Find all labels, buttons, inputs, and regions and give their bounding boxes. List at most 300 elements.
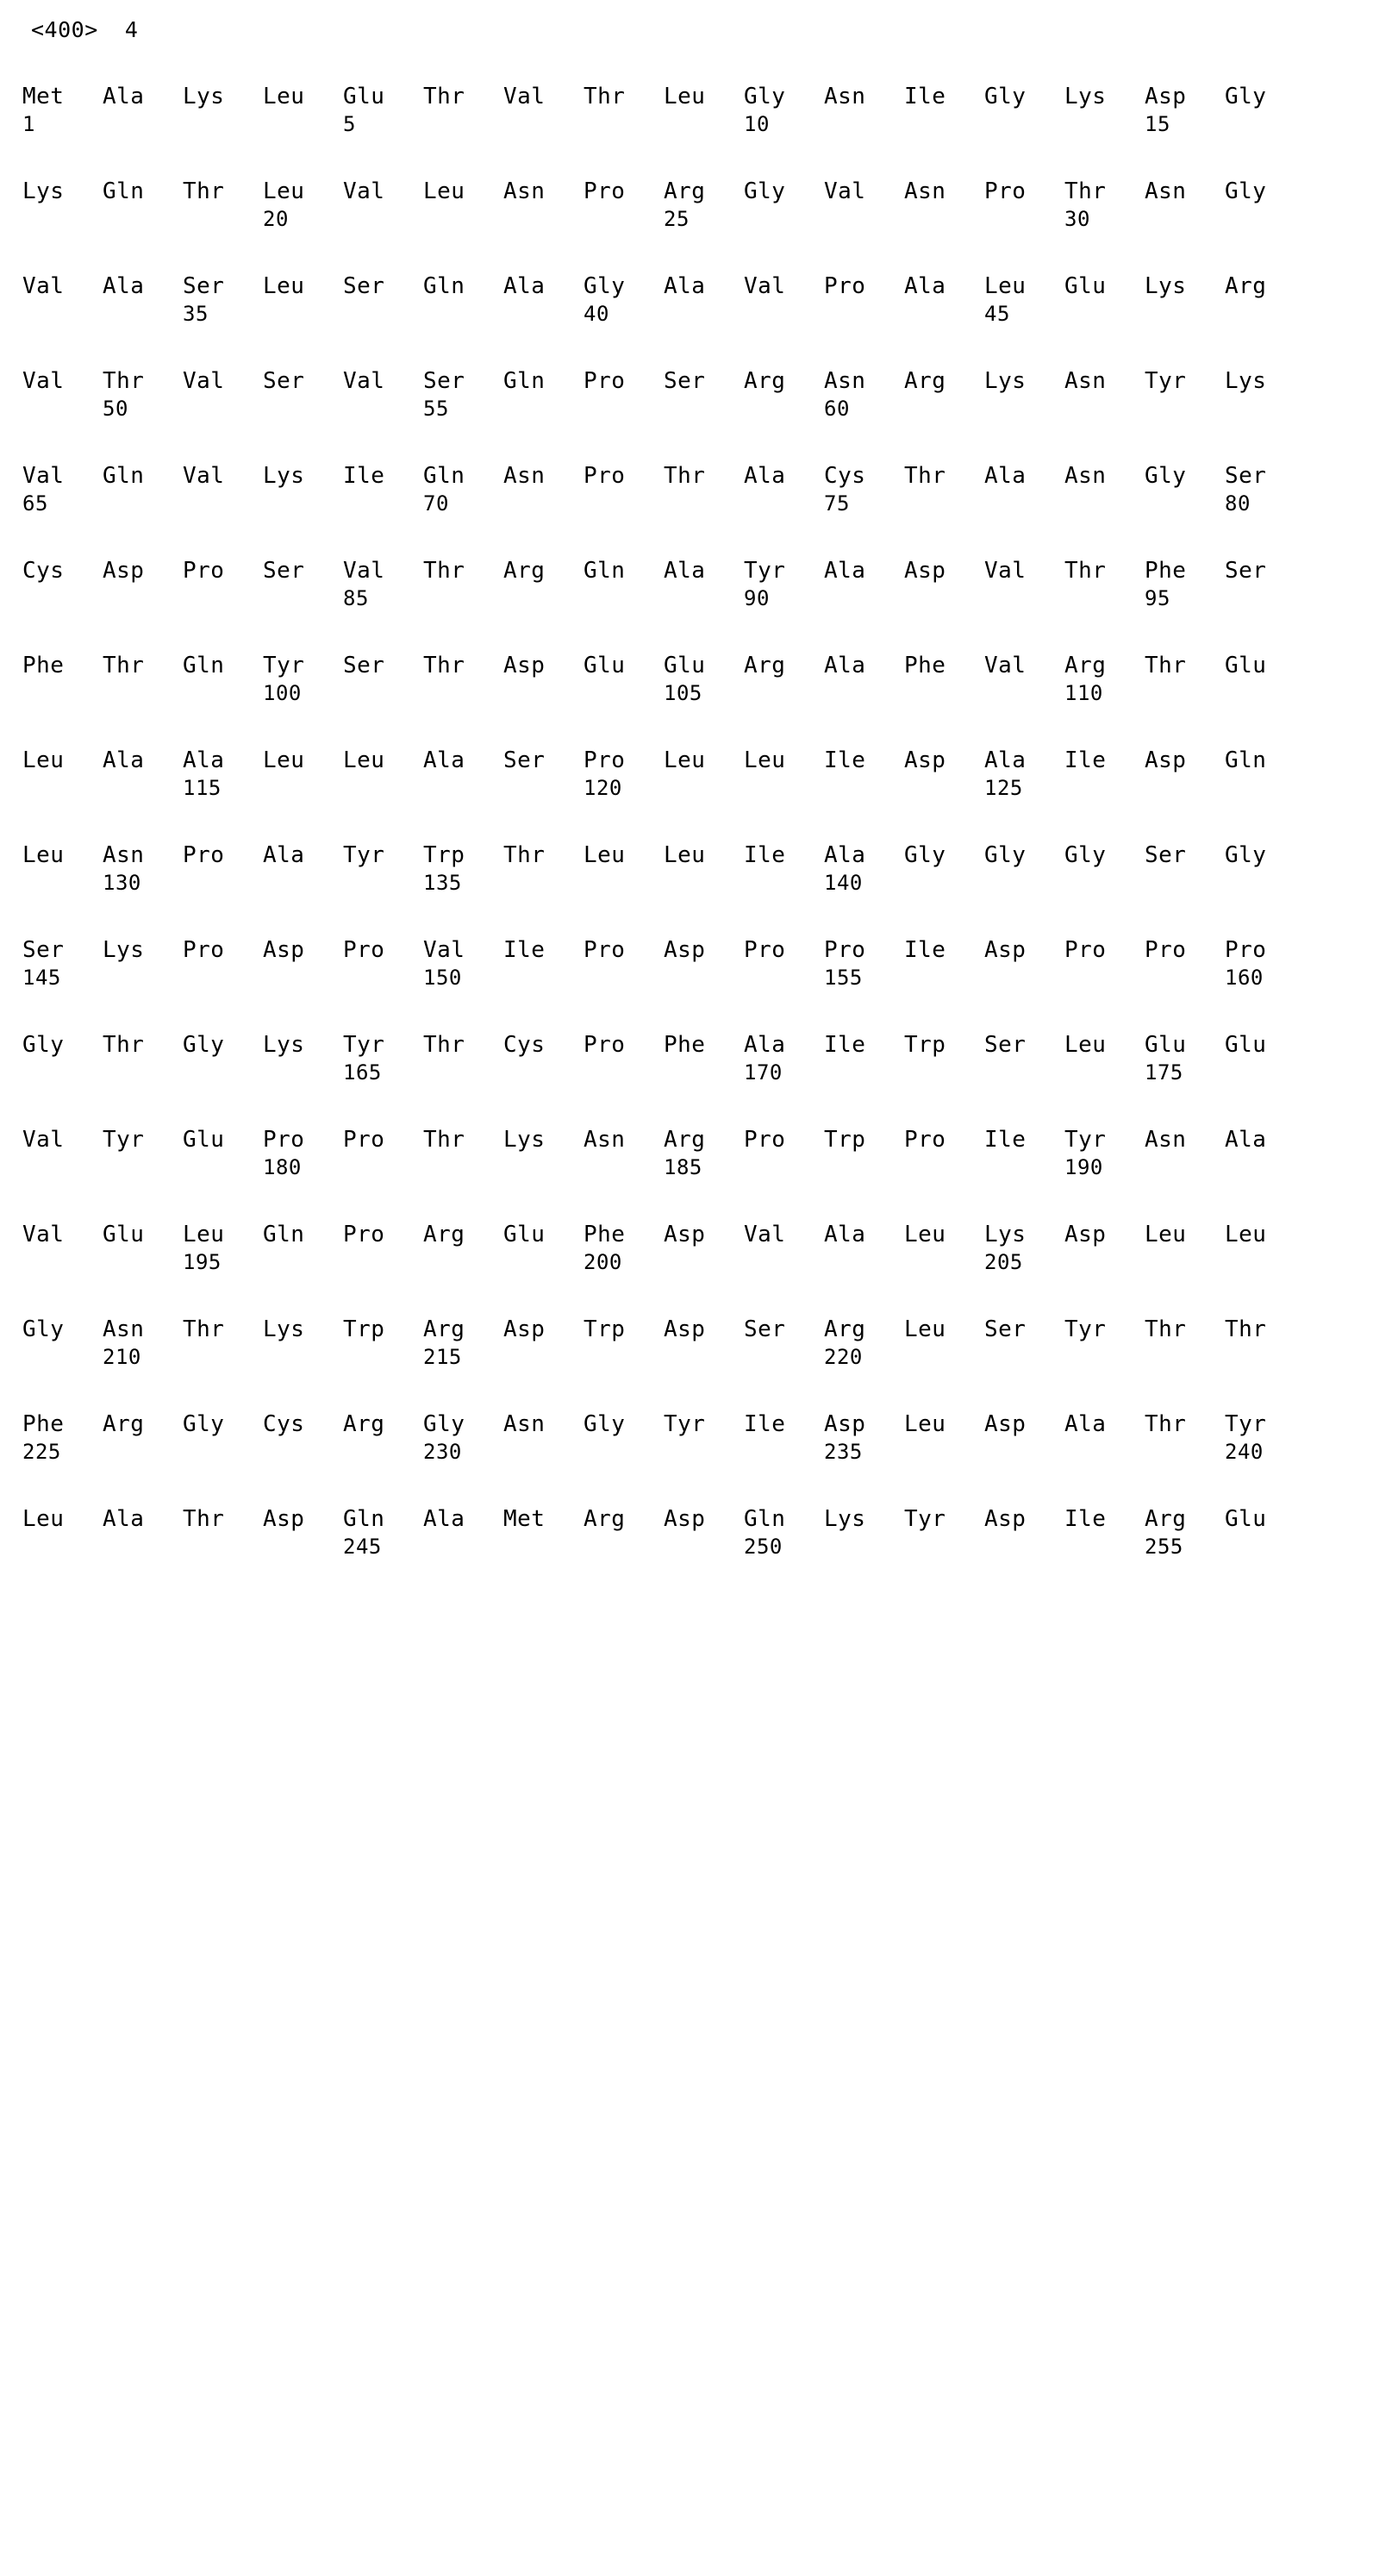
residue-number-cell [1064,965,1145,992]
residue-number-cell [584,491,664,518]
residue-number-cell [103,1439,183,1466]
residue-cell: Val [22,368,65,394]
sequence-block [22,1410,1350,1466]
residue-number-cell [984,585,1064,613]
residue-cell: Ser [984,1316,1027,1342]
residue-number-cell [664,111,744,139]
residue-number-cell [584,680,664,708]
residue-cell: Thr [1064,558,1107,584]
residue-cell: Thr [103,368,145,394]
residue-number-cell [503,680,584,708]
residue-number-cell [343,491,423,518]
residue-number-cell [22,585,103,613]
residue-cell: Gln [423,463,465,489]
residue-cell: Leu [984,273,1027,299]
residue-cell: Pro [343,1222,385,1247]
residue-number-cell [103,965,183,992]
residue-cell: Pro [584,463,626,489]
residue-cell: Asp [664,1316,706,1342]
residue-number-cell [664,775,744,803]
residue-cell: Gln [263,1222,305,1247]
residue-cell: Ser [744,1316,786,1342]
residue-number-cell: 165 [343,1060,382,1085]
residue-number-cell: 20 [263,207,289,231]
residue-number-cell [744,301,824,328]
residue-number-cell [1145,1154,1225,1182]
residue-cell: Leu [22,842,65,868]
residue-cell: Ile [744,1411,786,1437]
residue-number-cell [904,396,984,423]
sequence-identifier-header: <400> 4 [31,17,139,42]
sequence-blocks-container [22,82,1350,1599]
residue-number-cell [1225,301,1305,328]
residue-cell: Asp [103,558,145,584]
residue-number-cell [584,111,664,139]
residue-cell: Gln [584,558,626,584]
residue-number-cell [584,870,664,897]
residue-number-cell [1145,775,1225,803]
residue-number-cell: 110 [1064,681,1103,705]
residue-cell: Thr [423,84,465,109]
residue-number-row [22,1344,1350,1372]
residue-row [22,1125,1350,1154]
residue-number-cell: 130 [103,871,141,895]
residue-number-cell [1064,1439,1145,1466]
residue-cell: Gly [1225,842,1267,868]
residue-cell: Gln [103,178,145,204]
residue-number-cell [904,206,984,234]
residue-cell: Val [22,1222,65,1247]
residue-number-cell: 1 [22,112,35,136]
residue-number-cell [22,1534,103,1561]
residue-number-cell [183,396,263,423]
residue-number-cell [744,775,824,803]
residue-number-cell: 85 [343,586,369,610]
residue-cell: Arg [744,368,786,394]
residue-number-row [22,1439,1350,1466]
residue-cell: Tyr [1064,1316,1107,1342]
residue-cell: Gly [1145,463,1187,489]
residue-cell: Lys [263,1316,305,1342]
residue-number-cell: 40 [584,302,609,326]
residue-cell: Lys [1225,368,1267,394]
residue-cell: Asp [664,937,706,963]
residue-number-cell [103,111,183,139]
residue-row [22,935,1350,965]
residue-number-cell [183,111,263,139]
residue-cell: Thr [904,463,946,489]
residue-cell: Ala [263,842,305,868]
residue-number-cell [343,870,423,897]
residue-number-cell [183,585,263,613]
residue-number-cell [1225,206,1305,234]
sequence-block [22,746,1350,803]
residue-cell: Lys [984,368,1027,394]
residue-cell: Ala [824,558,866,584]
residue-number-row [22,965,1350,992]
residue-number-cell [984,870,1064,897]
residue-number-cell [904,491,984,518]
residue-number-cell [664,396,744,423]
residue-cell: Gly [1064,842,1107,868]
residue-cell: Gly [984,842,1027,868]
residue-cell: Ser [22,937,65,963]
residue-cell: Leu [664,84,706,109]
residue-cell: Gly [183,1411,225,1437]
residue-cell: Pro [984,178,1027,204]
residue-cell: Gly [1225,178,1267,204]
residue-number-cell: 125 [984,776,1023,800]
residue-cell: Arg [1225,273,1267,299]
residue-cell: Pro [1225,937,1267,963]
residue-number-cell [984,396,1064,423]
residue-number-cell [263,965,343,992]
residue-number-cell [423,775,503,803]
residue-number-cell: 155 [824,966,863,990]
residue-cell: Tyr [1064,1127,1107,1153]
residue-number-cell: 180 [263,1155,302,1179]
residue-cell: Pro [904,1127,946,1153]
residue-cell: Tyr [664,1411,706,1437]
residue-number-row [22,870,1350,897]
residue-cell: Pro [343,1127,385,1153]
residue-cell: Leu [584,842,626,868]
residue-number-cell: 195 [183,1250,222,1274]
residue-number-cell [824,775,904,803]
residue-cell: Ile [984,1127,1027,1153]
residue-cell: Tyr [1225,1411,1267,1437]
residue-number-cell [744,491,824,518]
residue-cell: Trp [423,842,465,868]
residue-cell: Glu [1145,1032,1187,1058]
residue-cell: Gly [183,1032,225,1058]
residue-number-cell [343,301,423,328]
residue-cell: Thr [423,558,465,584]
residue-cell: Ser [503,747,546,773]
residue-number-cell: 120 [584,776,622,800]
residue-cell: Gly [423,1411,465,1437]
residue-cell: Thr [423,1127,465,1153]
residue-cell: Gly [984,84,1027,109]
residue-number-cell [584,1439,664,1466]
residue-cell: Val [744,1222,786,1247]
residue-number-cell [1145,491,1225,518]
residue-number-cell [984,206,1064,234]
residue-number-cell [664,301,744,328]
residue-row [22,82,1350,111]
residue-number-cell [744,870,824,897]
residue-number-cell [1225,680,1305,708]
residue-number-cell: 255 [1145,1535,1183,1559]
residue-number-cell [22,1344,103,1372]
residue-number-cell [183,1534,263,1561]
residue-row [22,272,1350,301]
residue-cell: Ala [824,842,866,868]
residue-cell: Ala [824,653,866,678]
residue-number-cell [664,1249,744,1277]
residue-number-cell [183,870,263,897]
residue-row [22,1315,1350,1344]
residue-number-cell [1225,1344,1305,1372]
residue-cell: Asn [1064,368,1107,394]
residue-number-cell: 160 [1225,966,1264,990]
residue-number-cell [584,585,664,613]
residue-row [22,1504,1350,1534]
residue-cell: Gly [22,1032,65,1058]
residue-number-cell [22,870,103,897]
residue-number-cell: 175 [1145,1060,1183,1085]
residue-cell: Met [22,84,65,109]
residue-cell: Val [343,558,385,584]
residue-cell: Glu [103,1222,145,1247]
residue-number-cell [984,680,1064,708]
residue-cell: Val [744,273,786,299]
residue-cell: Pro [183,558,225,584]
residue-cell: Ala [423,747,465,773]
residue-cell: Glu [664,653,706,678]
residue-number-cell: 215 [423,1345,462,1369]
residue-cell: Pro [824,937,866,963]
residue-cell: Val [503,84,546,109]
residue-number-cell [664,1344,744,1372]
residue-number-cell [503,301,584,328]
residue-number-cell [263,396,343,423]
residue-number-row [22,396,1350,423]
residue-cell: Thr [584,84,626,109]
residue-number-cell [183,965,263,992]
sequence-block [22,1220,1350,1277]
residue-number-cell [503,111,584,139]
residue-number-cell [664,870,744,897]
residue-number-cell [1064,870,1145,897]
residue-number-cell [343,1439,423,1466]
residue-number-row [22,491,1350,518]
residue-cell: Arg [824,1316,866,1342]
residue-number-cell [584,1534,664,1561]
residue-cell: Thr [1145,1316,1187,1342]
residue-cell: Cys [263,1411,305,1437]
residue-cell: Ala [824,1222,866,1247]
residue-cell: Asn [824,84,866,109]
residue-number-cell [984,1060,1064,1087]
residue-number-cell [1225,775,1305,803]
residue-number-cell: 210 [103,1345,141,1369]
residue-row [22,556,1350,585]
residue-number-cell [1145,301,1225,328]
residue-cell: Ser [1225,463,1267,489]
residue-cell: Phe [1145,558,1187,584]
residue-cell: Trp [904,1032,946,1058]
residue-number-cell: 15 [1145,112,1170,136]
residue-cell: Thr [1225,1316,1267,1342]
residue-cell: Gln [103,463,145,489]
residue-number-cell [103,1154,183,1182]
residue-number-cell [503,1249,584,1277]
residue-cell: Gly [1225,84,1267,109]
residue-cell: Arg [423,1316,465,1342]
residue-cell: Cys [22,558,65,584]
residue-cell: Pro [183,842,225,868]
residue-number-cell [1225,1249,1305,1277]
sequence-block [22,272,1350,328]
residue-number-cell [263,585,343,613]
residue-number-cell [584,1344,664,1372]
residue-number-cell [904,965,984,992]
residue-cell: Pro [744,1127,786,1153]
residue-number-cell [263,1439,343,1466]
residue-cell: Pro [824,273,866,299]
residue-number-cell [1145,870,1225,897]
residue-number-cell [1064,1060,1145,1087]
residue-cell: Phe [584,1222,626,1247]
residue-cell: Leu [744,747,786,773]
residue-cell: Leu [22,747,65,773]
residue-number-cell [1225,870,1305,897]
residue-number-cell [263,1344,343,1372]
residue-cell: Lys [1064,84,1107,109]
residue-number-cell [1225,1534,1305,1561]
residue-number-cell [22,301,103,328]
residue-number-cell [22,680,103,708]
residue-number-cell [423,1249,503,1277]
residue-cell: Asp [904,747,946,773]
residue-cell: Leu [904,1411,946,1437]
sequence-block [22,1315,1350,1372]
residue-number-cell [503,206,584,234]
residue-number-cell [503,1534,584,1561]
residue-cell: Arg [664,1127,706,1153]
residue-number-cell [744,396,824,423]
residue-number-cell [503,870,584,897]
residue-cell: Gln [744,1506,786,1532]
residue-cell: Gly [584,1411,626,1437]
residue-number-cell [1145,1439,1225,1466]
residue-number-cell [343,1154,423,1182]
residue-number-cell [423,301,503,328]
residue-cell: Ala [503,273,546,299]
residue-cell: Pro [584,178,626,204]
residue-number-cell [904,1534,984,1561]
residue-cell: Ile [1064,1506,1107,1532]
residue-cell: Asn [503,178,546,204]
residue-number-cell [343,1249,423,1277]
residue-number-cell [824,206,904,234]
residue-number-cell [183,491,263,518]
residue-number-cell [584,396,664,423]
residue-cell: Phe [22,653,65,678]
residue-number-cell: 30 [1064,207,1090,231]
residue-number-cell [904,111,984,139]
residue-cell: Asn [584,1127,626,1153]
residue-cell: Asp [263,1506,305,1532]
residue-cell: Ser [343,273,385,299]
residue-number-cell [904,1060,984,1087]
residue-cell: Lys [503,1127,546,1153]
residue-number-cell [904,1249,984,1277]
residue-cell: Ala [1064,1411,1107,1437]
residue-cell: Asp [904,558,946,584]
residue-cell: Ile [824,1032,866,1058]
residue-number-cell [744,680,824,708]
residue-number-cell: 25 [664,207,690,231]
residue-cell: Pro [744,937,786,963]
residue-cell: Lys [1145,273,1187,299]
residue-number-cell [664,1534,744,1561]
residue-cell: Pro [263,1127,305,1153]
residue-cell: Ser [263,558,305,584]
residue-cell: Leu [22,1506,65,1532]
residue-number-cell [503,585,584,613]
residue-number-cell: 230 [423,1440,462,1464]
residue-cell: Arg [103,1411,145,1437]
residue-number-cell [904,680,984,708]
residue-number-cell [1225,1060,1305,1087]
residue-cell: Lys [183,84,225,109]
residue-number-cell [423,585,503,613]
residue-number-cell [824,111,904,139]
residue-cell: Asp [664,1222,706,1247]
residue-number-cell [263,1249,343,1277]
residue-cell: Pro [183,937,225,963]
residue-cell: Asn [1145,1127,1187,1153]
residue-number-cell [824,1154,904,1182]
residue-cell: Lys [263,1032,305,1058]
residue-cell: Phe [22,1411,65,1437]
residue-cell: Asn [1064,463,1107,489]
residue-number-cell [664,1060,744,1087]
residue-number-cell [824,1249,904,1277]
residue-cell: Ser [1225,558,1267,584]
residue-number-cell: 115 [183,776,222,800]
residue-number-cell [1145,1249,1225,1277]
residue-number-cell [423,1154,503,1182]
residue-number-cell: 90 [744,586,770,610]
residue-number-cell [103,680,183,708]
residue-number-cell: 200 [584,1250,622,1274]
residue-cell: Val [183,463,225,489]
residue-number-cell [984,111,1064,139]
residue-row [22,651,1350,680]
residue-cell: Arg [343,1411,385,1437]
residue-row [22,746,1350,775]
residue-number-cell [343,206,423,234]
residue-number-cell [423,1060,503,1087]
residue-cell: Val [22,273,65,299]
residue-number-row [22,585,1350,613]
residue-cell: Asn [503,463,546,489]
residue-number-cell [1064,775,1145,803]
residue-number-cell [584,965,664,992]
residue-number-cell [744,1439,824,1466]
residue-cell: Asp [984,937,1027,963]
residue-number-cell: 50 [103,397,128,421]
residue-cell: Trp [343,1316,385,1342]
residue-cell: Ile [503,937,546,963]
residue-cell: Leu [664,842,706,868]
residue-cell: Asn [103,842,145,868]
residue-number-cell: 65 [22,491,48,516]
residue-number-cell [984,1344,1064,1372]
residue-number-cell [1145,206,1225,234]
residue-number-cell [904,1344,984,1372]
residue-number-cell [103,206,183,234]
residue-cell: Leu [904,1316,946,1342]
residue-number-cell: 55 [423,397,449,421]
residue-number-cell [904,585,984,613]
residue-number-cell [744,965,824,992]
residue-cell: Pro [584,368,626,394]
residue-cell: Cys [824,463,866,489]
